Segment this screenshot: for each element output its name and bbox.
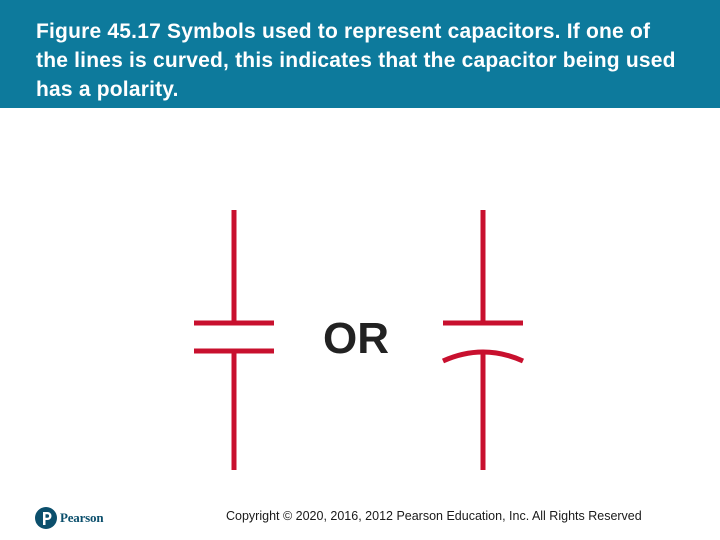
non-polarized-capacitor-symbol bbox=[194, 210, 274, 470]
polarized-capacitor-symbol bbox=[443, 210, 523, 470]
figure-title: Figure 45.17 Symbols used to represent capacitors. If one of the lines is curved, this indicates that the capacitor being used has a polarity. bbox=[36, 20, 676, 101]
pearson-logo bbox=[35, 505, 103, 531]
or-label: OR bbox=[323, 314, 389, 363]
pearson-logo-text: Pearson bbox=[60, 510, 104, 525]
copyright-notice: Copyright © 2020, 2016, 2012 Pearson Education, Inc. All Rights Reserved bbox=[226, 509, 642, 523]
pearson-logo-icon bbox=[35, 507, 57, 529]
